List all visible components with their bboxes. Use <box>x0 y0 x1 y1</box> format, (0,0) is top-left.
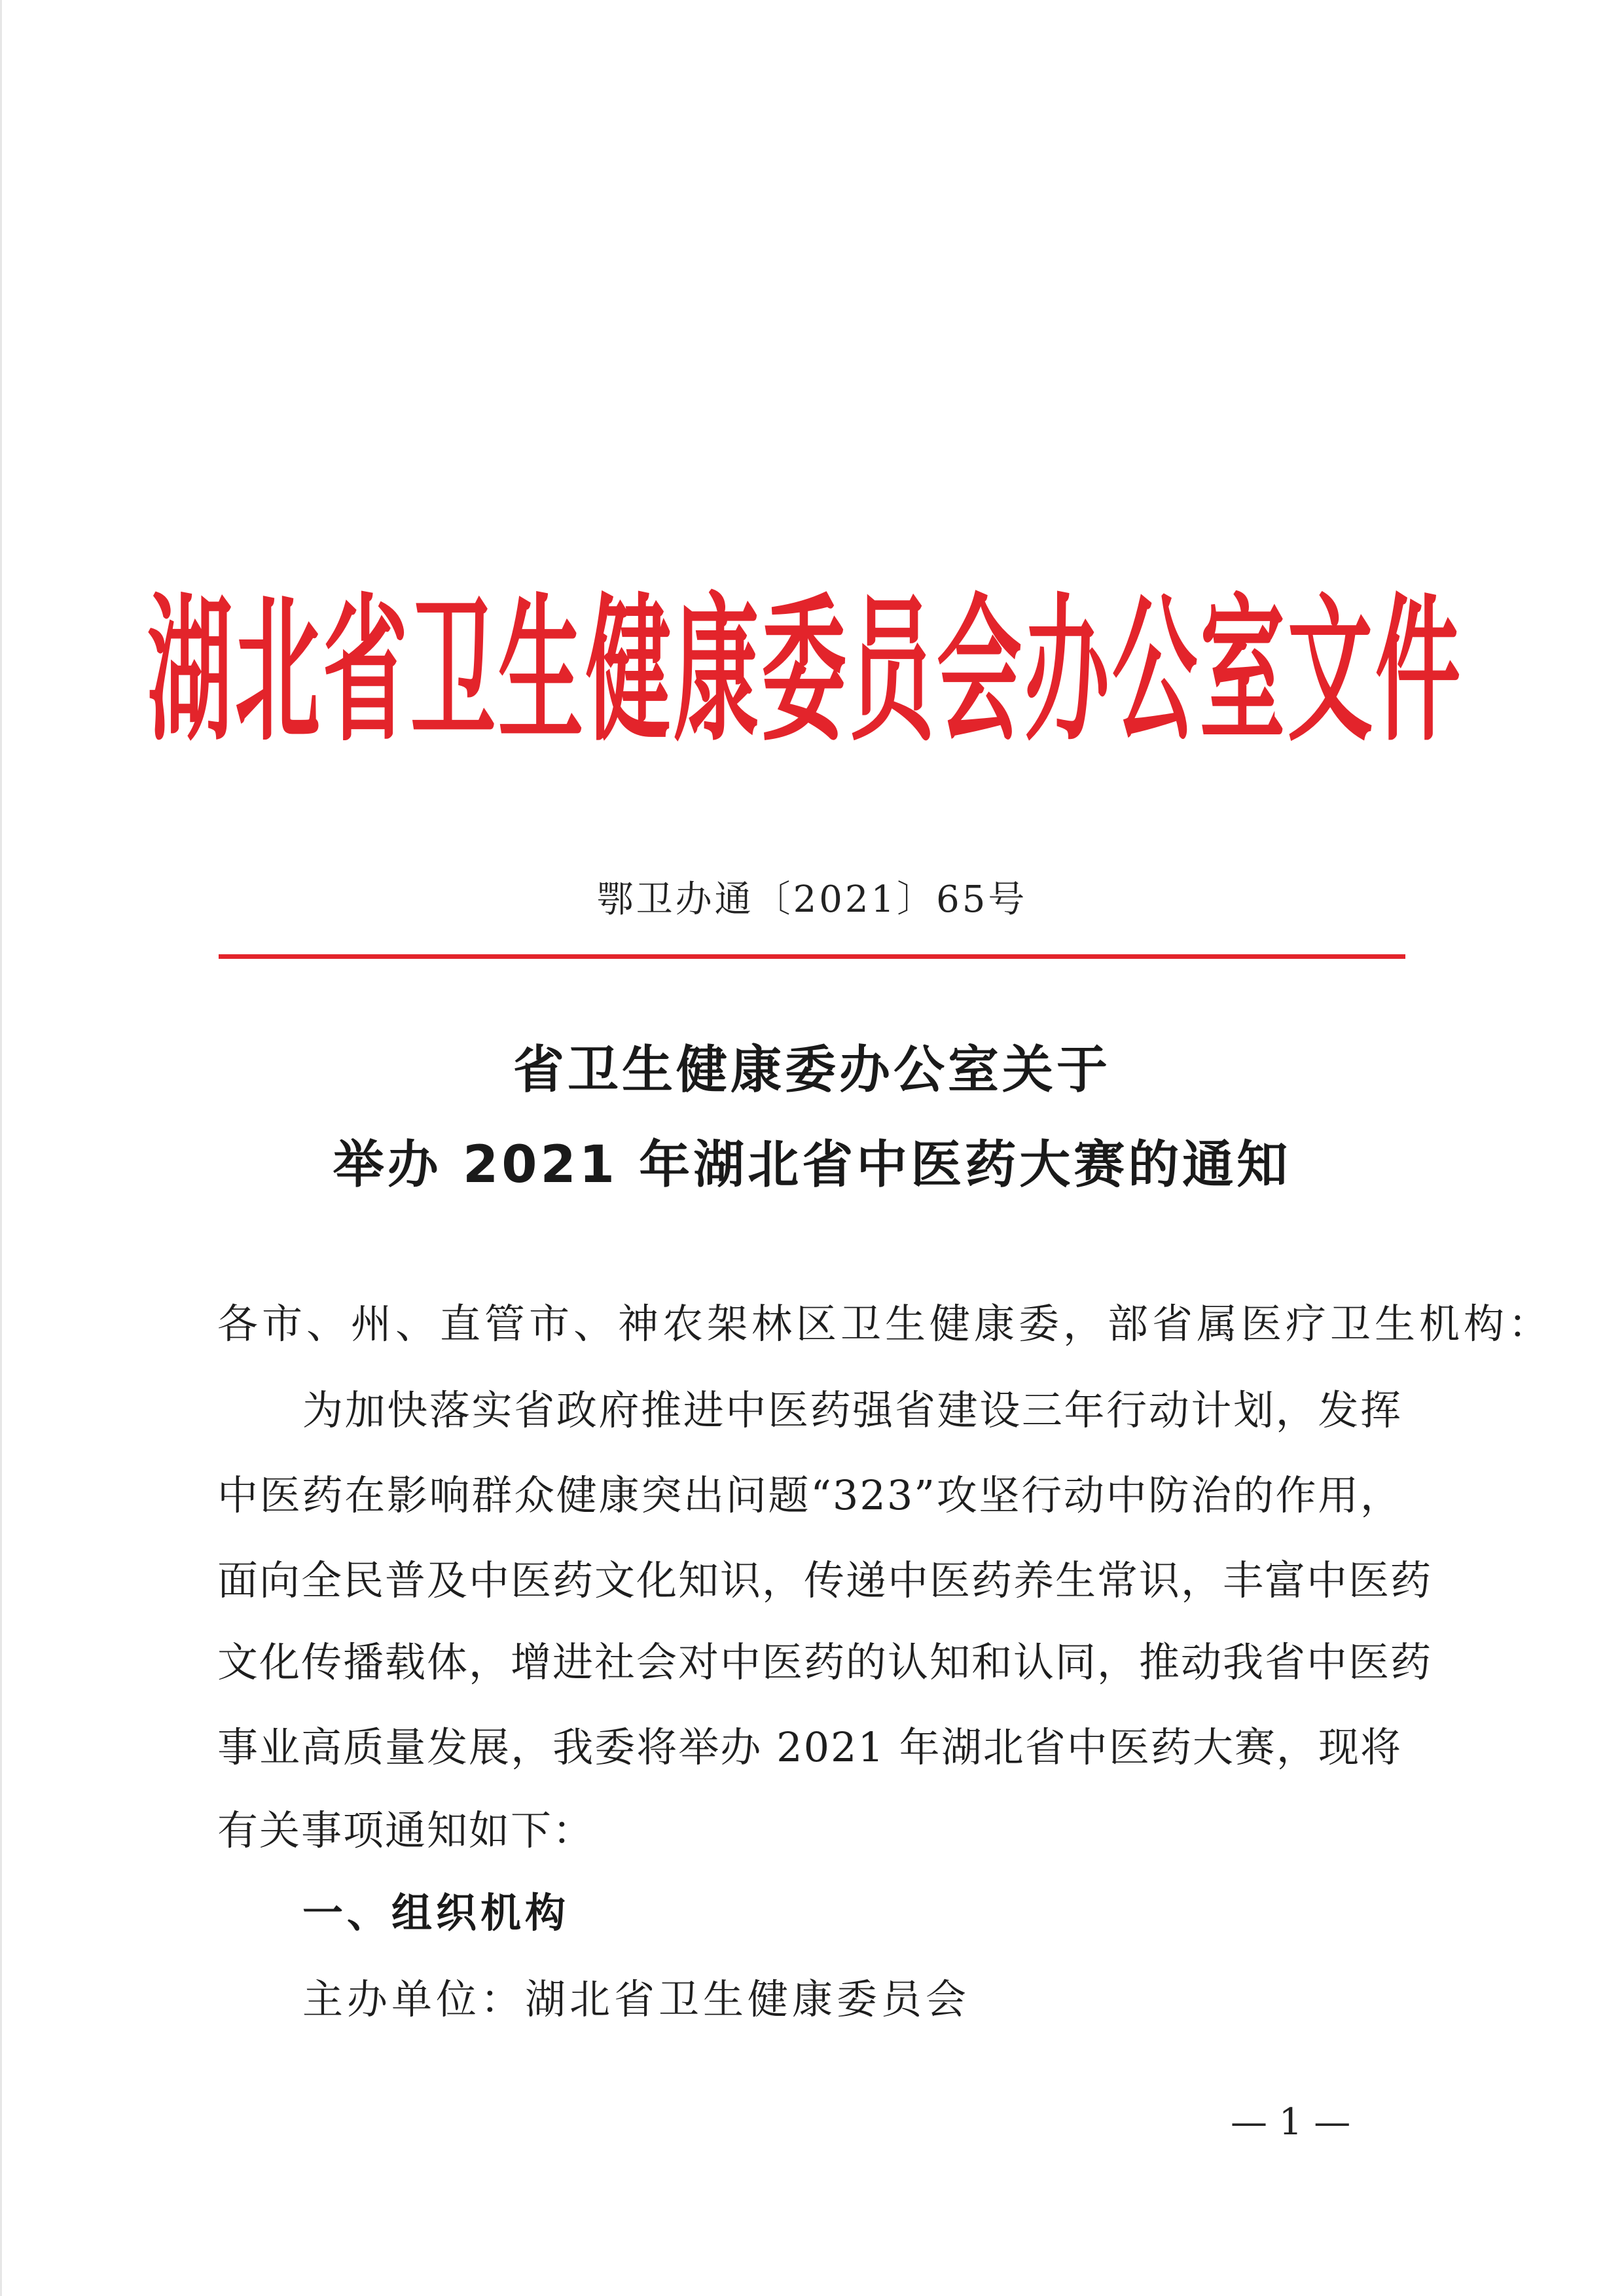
paragraph-line: 事业高质量发展，我委将举办 2021 年湖北省中医药大赛，现将 <box>217 1723 1402 1771</box>
salutation: 各市、州、直管市、神农架林区卫生健康委，部省属医疗卫生机构： <box>217 1300 1553 1348</box>
section-heading: 一、组织机构 <box>302 1889 570 1937</box>
notice-title-line-1: 省卫生健康委办公室关于 <box>513 1041 1111 1100</box>
paragraph-line: 中医药在影响群众健康突出问题“323”攻坚行动中防治的作用， <box>217 1471 1402 1519</box>
paragraph-line: 为加快落实省政府推进中医药强省建设三年行动计划，发挥 <box>302 1386 1402 1434</box>
notice-title-line-2: 举办 2021 年湖北省中医药大赛的通知 <box>333 1136 1291 1194</box>
issuer-header <box>147 553 1464 763</box>
issuer-header-text: 湖北省卫生健康委员会办公室文件 <box>147 578 1464 763</box>
paragraph-line: 面向全民普及中医药文化知识，传递中医药养生常识，丰富中医药 <box>217 1556 1433 1604</box>
paragraph-line: 有关事项通知如下： <box>217 1806 595 1854</box>
document-number: 鄂卫办通〔2021〕65号 <box>596 878 1028 921</box>
paragraph-line: 文化传播载体，增进社会对中医药的认知和认同，推动我省中医药 <box>217 1638 1433 1686</box>
organizer-line: 主办单位：湖北省卫生健康委员会 <box>302 1975 971 2023</box>
red-divider-line <box>219 954 1405 959</box>
page-number: — 1 — <box>1231 2101 1351 2144</box>
